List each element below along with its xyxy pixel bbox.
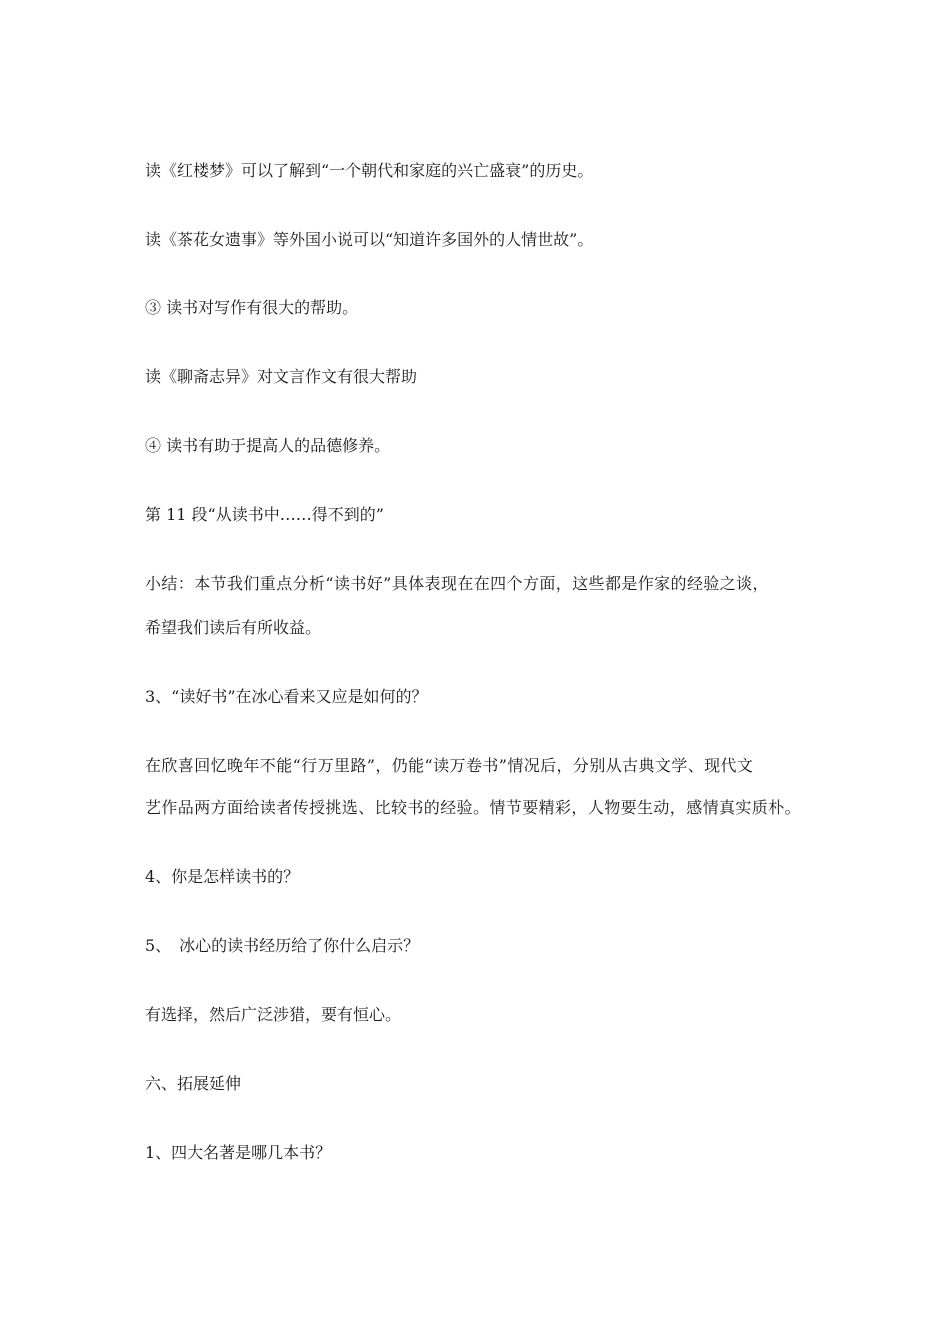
question-3: 3、“读好书”在冰心看来又应是如何的？ — [145, 687, 428, 706]
paragraph-line: 第 11 段“从读书中……得不到的” — [145, 505, 384, 524]
paragraph-line: 读《茶花女遗事》等外国小说可以“知道许多国外的人情世故”。 — [145, 230, 594, 249]
question-1: 1、四大名著是哪几本书？ — [145, 1143, 332, 1162]
question-5: 5、 冰心的读书经历给了你什么启示？ — [145, 936, 420, 955]
summary-line-1: 小结：本节我们重点分析“读书好”具体表现在在四个方面，这些都是作家的经验之谈， — [145, 574, 769, 593]
list-item-4: ④ 读书有助于提高人的品德修养。 — [145, 436, 391, 455]
answer-line: 有选择，然后广泛涉猎，要有恒心。 — [145, 1005, 402, 1024]
list-item-3: ③ 读书对写作有很大的帮助。 — [145, 298, 359, 317]
question-4: 4、你是怎样读书的？ — [145, 867, 300, 886]
answer-line-2: 艺作品两方面给读者传授挑选、比较书的经验。情节要精彩，人物要生动，感情真实质朴。 — [145, 798, 802, 817]
paragraph-line: 读《红楼梦》可以了解到“一个朝代和家庭的兴亡盛衰”的历史。 — [145, 161, 594, 180]
section-heading: 六、拓展延伸 — [145, 1074, 242, 1093]
summary-line-2: 希望我们读后有所收益。 — [145, 618, 322, 637]
paragraph-line: 读《聊斋志异》对文言作文有很大帮助 — [145, 367, 418, 386]
answer-line-1: 在欣喜回忆晚年不能“行万里路”，仍能“读万卷书”情况后，分别从古典文学、现代文 — [145, 756, 754, 775]
